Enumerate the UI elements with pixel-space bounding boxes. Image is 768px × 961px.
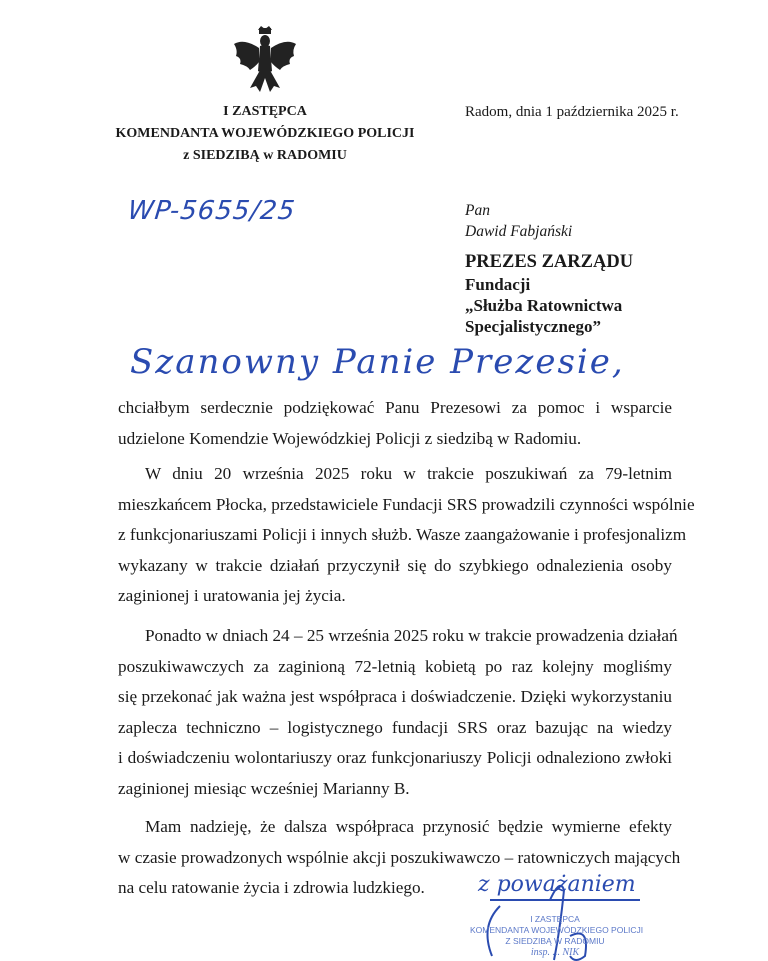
text-line: w czasie prowadzonych wspólnie akcji poszukiwawczo – ratowniczych mających	[118, 847, 681, 867]
stamp-line-2: KOMENDANTA WOJEWÓDZKIEGO POLICJI	[470, 925, 644, 935]
text-line: Ponadto w dniach 24 – 25 września 2025 roku w trakcie prowadzenia działań	[145, 626, 678, 645]
recipient-org-3: Specjalistycznego”	[465, 317, 601, 336]
registration-number: WP-5655/25	[126, 196, 297, 226]
text-line: chciałbym serdecznie podziękować Panu Prezesowi za pomoc i wsparcie	[118, 398, 672, 417]
text-line: mieszkańcem Płocka, przedstawiciele Fundacji SRS prowadzili czynności wspólnie	[118, 494, 695, 514]
text-line: W dniu 20 września 2025 roku w trakcie poszukiwań za 79-letnim	[145, 464, 672, 483]
text-line: zaplecza techniczno – logistycznego fundacji SRS oraz bazując na wiedzy	[118, 717, 672, 737]
text-line: wykazany w trakcie działań przyczynił się do szybkiego odnalezienia osoby	[118, 555, 672, 575]
issuer-line-3: z SIEDZIBĄ w RADOMIU	[183, 148, 347, 163]
text-line: Mam nadzieję, że dalsza współpraca przynosić będzie wymierne efekty	[145, 817, 672, 836]
closing-signature: z poważaniem	[478, 872, 636, 897]
recipient-position: PREZES ZARZĄDU	[465, 252, 634, 272]
letter-date: Radom, dnia 1 października 2025 r.	[465, 104, 679, 120]
paragraph-2	[118, 459, 695, 612]
stamp-line-3: Z SIEDZIBĄ W RADOMIU	[505, 936, 605, 946]
handwritten-salutation: Szanowny Panie Prezesie,	[130, 342, 625, 382]
recipient-title: Pan	[465, 202, 490, 219]
polish-eagle-emblem	[232, 26, 298, 94]
issuer-line-2: KOMENDANTA WOJEWÓDZKIEGO POLICJI	[115, 126, 415, 141]
paragraph-1	[118, 393, 672, 454]
text-line: i doświadczeniu wolontariuszy oraz funkcjonariuszy Policji odnaleziono zwłoki	[118, 748, 672, 767]
text-line: udzielone Komendzie Wojewódzkiej Policji z siedzibą w Radomiu.	[118, 428, 582, 448]
text-line: się przekonać jak ważna jest współpraca i doświadczenie. Dzięki wykorzystaniu	[118, 687, 672, 706]
text-line: z funkcjonariuszami Policji i innych służb. Wasze zaangażowanie i profesjonalizm	[118, 525, 687, 544]
recipient-org-1: Fundacji	[465, 275, 531, 294]
stamp-line-4: insp. ... NIK	[530, 947, 580, 958]
stamp-line-1: I ZASTĘPCA	[530, 914, 580, 924]
recipient-org-2: „Służba Ratownictwa	[465, 296, 623, 315]
paragraph-3	[118, 621, 678, 804]
text-line: poszukiwawczych za zaginioną 72-letnią kobietą po raz kolejny mogliśmy	[118, 656, 672, 676]
official-stamp	[470, 914, 644, 958]
text-line: na celu ratowanie życia i zdrowia ludzkiego.	[118, 878, 425, 897]
issuer-line-1: I ZASTĘPCA	[223, 104, 307, 119]
text-line: zaginionej i uratowania jej życia.	[118, 586, 346, 605]
text-line: zaginionej miesiąc wcześniej Marianny B.	[118, 778, 410, 798]
recipient-name: Dawid Fabjański	[465, 223, 573, 240]
